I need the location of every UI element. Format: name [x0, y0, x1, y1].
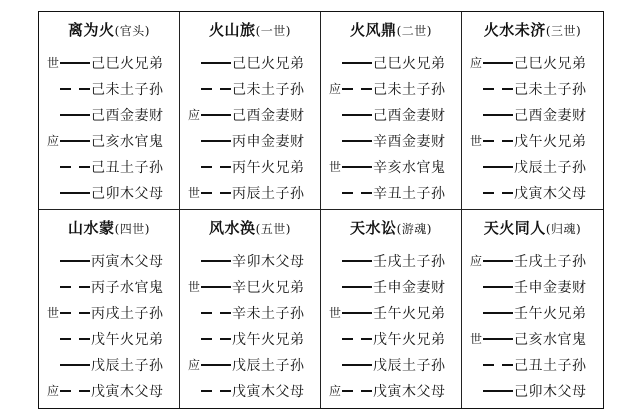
- yang-line-icon: [60, 260, 90, 262]
- line-text: 辛卯木父母: [232, 254, 305, 270]
- line-text: 己未土子孙: [373, 82, 446, 98]
- yao-line: [462, 378, 603, 404]
- hexagram-name: 天火同人: [483, 219, 546, 237]
- yin-line-icon: [483, 140, 513, 142]
- yao-line: [321, 300, 461, 326]
- yao-line: [180, 180, 320, 206]
- yin-line-icon: [483, 364, 513, 366]
- yin-line-icon: [483, 88, 513, 90]
- line-text: 壬申金妻财: [373, 280, 446, 296]
- yang-line-icon: [483, 390, 513, 392]
- line-text: 戊辰土子孙: [373, 358, 446, 374]
- yao-line: [321, 102, 461, 128]
- yao-line: [321, 326, 461, 352]
- yao-line: [321, 378, 461, 404]
- line-marker: 应: [328, 82, 341, 96]
- yin-line-icon: [201, 88, 231, 90]
- hexagram-panel: [180, 210, 321, 408]
- yao-line: [39, 378, 179, 404]
- yao-line: [462, 50, 603, 76]
- yin-line-icon: [201, 192, 231, 194]
- line-text: 戊辰土子孙: [91, 358, 164, 374]
- yang-line-icon: [60, 364, 90, 366]
- line-text: 辛亥水官鬼: [373, 160, 446, 176]
- yao-line: [180, 154, 320, 180]
- yang-line-icon: [201, 62, 231, 64]
- yin-line-icon: [342, 88, 372, 90]
- hexagram-title: [39, 217, 179, 238]
- yao-line: [321, 180, 461, 206]
- line-text: 戊寅木父母: [373, 384, 446, 400]
- yang-line-icon: [483, 260, 513, 262]
- yin-line-icon: [201, 312, 231, 314]
- yin-line-icon: [342, 338, 372, 340]
- yin-line-icon: [201, 338, 231, 340]
- yang-line-icon: [60, 192, 90, 194]
- yao-line: [180, 102, 320, 128]
- line-text: 辛酉金妻财: [373, 134, 446, 150]
- yang-line-icon: [201, 364, 231, 366]
- yao-line: [462, 102, 603, 128]
- line-text: 戊午火兄弟: [91, 332, 164, 348]
- hexagram-panel: [321, 12, 462, 210]
- line-text: 壬戌土子孙: [514, 254, 587, 270]
- line-marker: 应: [469, 254, 482, 268]
- hexagram-title: [462, 19, 603, 40]
- line-text: 己巳火兄弟: [232, 56, 305, 72]
- line-text: 丙申金妻财: [232, 134, 305, 150]
- line-text: 戊辰土子孙: [232, 358, 305, 374]
- yao-line: [321, 128, 461, 154]
- line-text: 戊寅木父母: [91, 384, 164, 400]
- yao-line: [39, 50, 179, 76]
- line-text: 己亥水官鬼: [91, 134, 164, 150]
- hexagram-title: [321, 19, 461, 40]
- hexagram-panel: [462, 210, 603, 408]
- line-marker: 世: [328, 160, 341, 174]
- yang-line-icon: [483, 312, 513, 314]
- hexagram-note: (官头): [114, 24, 150, 38]
- line-text: 己酉金妻财: [232, 108, 305, 124]
- yang-line-icon: [342, 312, 372, 314]
- yao-line: [180, 326, 320, 352]
- yao-line: [39, 154, 179, 180]
- line-marker: 世: [187, 280, 200, 294]
- line-text: 壬戌土子孙: [373, 254, 446, 270]
- yao-line: [39, 326, 179, 352]
- yao-line: [321, 50, 461, 76]
- hexagram-name: 火风鼎: [350, 21, 397, 39]
- yao-line: [462, 300, 603, 326]
- line-text: 丙辰土子孙: [232, 186, 305, 202]
- hexagram-panel: [462, 12, 603, 210]
- line-text: 己酉金妻财: [91, 108, 164, 124]
- line-text: 己未土子孙: [514, 82, 587, 98]
- line-text: 己酉金妻财: [514, 108, 587, 124]
- yin-line-icon: [60, 390, 90, 392]
- line-text: 辛丑土子孙: [373, 186, 446, 202]
- yao-line: [180, 274, 320, 300]
- line-text: 己未土子孙: [91, 82, 164, 98]
- yao-line: [321, 154, 461, 180]
- yao-line: [180, 378, 320, 404]
- line-text: 戊午火兄弟: [373, 332, 446, 348]
- hexagram-name: 火水未济: [483, 21, 546, 39]
- line-text: 己卯木父母: [514, 384, 587, 400]
- yin-line-icon: [342, 192, 372, 194]
- yin-line-icon: [201, 166, 231, 168]
- line-text: 己酉金妻财: [373, 108, 446, 124]
- yang-line-icon: [201, 140, 231, 142]
- yao-line: [180, 50, 320, 76]
- yang-line-icon: [201, 114, 231, 116]
- hexagram-note: (一世): [255, 24, 291, 38]
- yao-line: [321, 76, 461, 102]
- yao-line: [321, 274, 461, 300]
- yao-line: [462, 154, 603, 180]
- line-text: 壬午火兄弟: [373, 306, 446, 322]
- yao-line: [462, 180, 603, 206]
- yao-line: [462, 128, 603, 154]
- yao-line: [39, 274, 179, 300]
- hexagram-note: (四世): [114, 222, 150, 236]
- hexagram-panel: [39, 12, 180, 210]
- hexagram-panel: [39, 210, 180, 408]
- hexagram-note: (五世): [255, 222, 291, 236]
- yang-line-icon: [342, 62, 372, 64]
- yang-line-icon: [483, 114, 513, 116]
- line-text: 己未土子孙: [232, 82, 305, 98]
- line-marker: 应: [469, 56, 482, 70]
- yao-line: [321, 248, 461, 274]
- line-text: 辛巳火兄弟: [232, 280, 305, 296]
- yang-line-icon: [483, 338, 513, 340]
- line-marker: 应: [46, 134, 59, 148]
- yang-line-icon: [342, 114, 372, 116]
- line-text: 丙寅木父母: [91, 254, 164, 270]
- yang-line-icon: [60, 114, 90, 116]
- yao-line: [39, 352, 179, 378]
- line-text: 己丑土子孙: [91, 160, 164, 176]
- yao-line: [321, 352, 461, 378]
- yao-line: [39, 248, 179, 274]
- yao-line: [462, 274, 603, 300]
- hexagram-name: 风水涣: [209, 219, 256, 237]
- line-text: 戊午火兄弟: [232, 332, 305, 348]
- yao-line: [462, 326, 603, 352]
- yin-line-icon: [60, 338, 90, 340]
- yao-line: [180, 76, 320, 102]
- hexagram-title: [39, 19, 179, 40]
- hexagram-note: (三世): [545, 24, 582, 38]
- line-text: 壬午火兄弟: [514, 306, 587, 322]
- hexagram-name: 火山旅: [209, 21, 256, 39]
- yang-line-icon: [342, 260, 372, 262]
- hexagram-name: 天水讼: [350, 219, 397, 237]
- yin-line-icon: [342, 390, 372, 392]
- line-marker: 应: [328, 384, 341, 398]
- line-text: 己卯木父母: [91, 186, 164, 202]
- yang-line-icon: [342, 140, 372, 142]
- yang-line-icon: [60, 62, 90, 64]
- line-text: 丙午火兄弟: [232, 160, 305, 176]
- hexagram-title: [180, 19, 320, 40]
- line-text: 己丑土子孙: [514, 358, 587, 374]
- yang-line-icon: [342, 166, 372, 168]
- hexagram-note: (归魂): [545, 222, 582, 236]
- line-text: 己巳火兄弟: [373, 56, 446, 72]
- line-marker: 世: [46, 56, 59, 70]
- yang-line-icon: [201, 260, 231, 262]
- yin-line-icon: [60, 166, 90, 168]
- yao-line: [462, 76, 603, 102]
- hexagram-panel: [321, 210, 462, 408]
- hexagram-title: [462, 217, 603, 238]
- line-marker: 应: [187, 108, 200, 122]
- line-text: 壬申金妻财: [514, 280, 587, 296]
- hexagram-name: 山水蒙: [68, 219, 115, 237]
- line-marker: 应: [187, 358, 200, 372]
- yao-line: [180, 352, 320, 378]
- line-text: 戊寅木父母: [514, 186, 587, 202]
- yao-line: [180, 128, 320, 154]
- yao-line: [39, 128, 179, 154]
- line-marker: 世: [469, 332, 482, 346]
- yao-line: [39, 102, 179, 128]
- line-text: 丙戌土子孙: [91, 306, 164, 322]
- yin-line-icon: [60, 88, 90, 90]
- line-marker: 世: [469, 134, 482, 148]
- yao-line: [39, 76, 179, 102]
- yang-line-icon: [483, 286, 513, 288]
- yao-line: [462, 248, 603, 274]
- line-text: 戊午火兄弟: [514, 134, 587, 150]
- hexagram-name: 离为火: [68, 21, 115, 39]
- yang-line-icon: [60, 140, 90, 142]
- yao-line: [39, 180, 179, 206]
- line-text: 丙子水官鬼: [91, 280, 164, 296]
- yang-line-icon: [342, 364, 372, 366]
- yin-line-icon: [60, 286, 90, 288]
- hexagram-note: (二世): [396, 24, 432, 38]
- yao-line: [39, 300, 179, 326]
- line-text: 戊寅木父母: [232, 384, 305, 400]
- hexagram-title: [321, 217, 461, 238]
- yang-line-icon: [342, 286, 372, 288]
- yang-line-icon: [483, 62, 513, 64]
- line-text: 己巳火兄弟: [91, 56, 164, 72]
- hexagram-panel: [180, 12, 321, 210]
- line-text: 戊辰土子孙: [514, 160, 587, 176]
- yin-line-icon: [60, 312, 90, 314]
- line-marker: 世: [187, 186, 200, 200]
- yang-line-icon: [201, 286, 231, 288]
- yang-line-icon: [483, 166, 513, 168]
- line-text: 己巳火兄弟: [514, 56, 587, 72]
- line-text: 己亥水官鬼: [514, 332, 587, 348]
- yao-line: [180, 300, 320, 326]
- hexagram-title: [180, 217, 320, 238]
- line-marker: 应: [46, 384, 59, 398]
- line-marker: 世: [328, 306, 341, 320]
- yin-line-icon: [483, 192, 513, 194]
- yin-line-icon: [201, 390, 231, 392]
- line-marker: 世: [46, 306, 59, 320]
- yao-line: [180, 248, 320, 274]
- hexagram-note: (游魂): [396, 222, 432, 236]
- line-text: 辛未土子孙: [232, 306, 305, 322]
- hexagram-table: [38, 11, 604, 409]
- yao-line: [462, 352, 603, 378]
